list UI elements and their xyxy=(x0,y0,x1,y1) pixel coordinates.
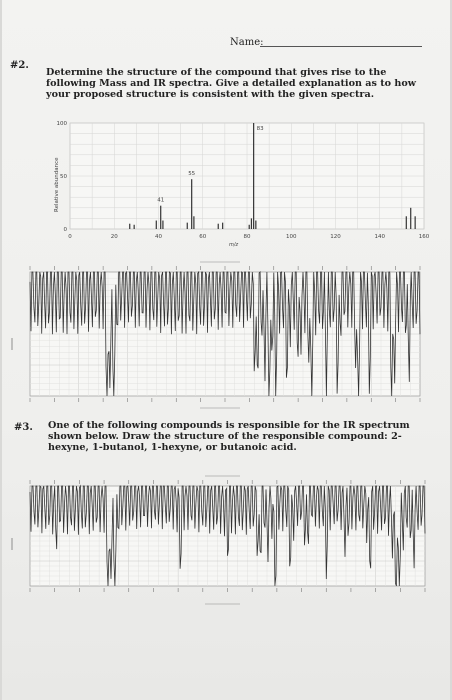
question-2-number: #2. xyxy=(10,60,29,71)
ir-spectrum-2-top-scale xyxy=(30,480,425,484)
question-3-text: One of the following compounds is responsible for the IR spectrum shown below. Draw the structure of the responsible compound: 2-hexyne, 1-butanol, 1-hexyne, or butanoic acid. xyxy=(48,420,410,453)
ms-x-tick-label: 80 xyxy=(243,234,251,240)
ms-x-tick-label: 160 xyxy=(418,234,430,240)
ms-x-tick-label: 100 xyxy=(286,234,297,240)
ms-x-tick-label: 40 xyxy=(155,234,162,240)
ir-spectrum-2 xyxy=(12,476,425,604)
ir-spectrum-2-bottom-scale xyxy=(30,588,425,592)
name-label: Name: xyxy=(230,37,264,48)
mass-spectrum-y-label: Relative abundance xyxy=(54,157,60,212)
ms-y-tick-label: 50 xyxy=(60,174,67,180)
mass-spectrum-x-ticks xyxy=(68,234,429,240)
ms-y-tick-label: 100 xyxy=(56,121,67,127)
question-2-text: Determine the structure of the compound that gives rise to the following Mass and IR spectra. Give a detailed explanation as to how your proposed structure is consistent with the given spectra. xyxy=(46,67,417,100)
ms-x-tick-label: 20 xyxy=(110,234,118,240)
ms-peak-label: 83 xyxy=(256,126,264,132)
ir-spectrum-1-bottom-scale xyxy=(30,398,420,402)
ms-peak-label: 41 xyxy=(157,197,165,204)
ir-spectrum-1 xyxy=(12,262,420,408)
mass-spectrum xyxy=(54,121,430,248)
ms-x-tick-label: 140 xyxy=(374,234,385,240)
ir-spectrum-1-top-scale xyxy=(30,266,420,270)
mass-spectrum-x-label: m/z xyxy=(229,242,239,248)
ms-x-tick-label: 0 xyxy=(68,234,72,240)
ms-x-tick-label: 120 xyxy=(330,234,341,240)
ms-peak-label: 55 xyxy=(188,171,196,178)
ms-y-tick-label: 0 xyxy=(63,227,67,233)
ms-x-tick-label: 60 xyxy=(199,234,207,240)
question-3-number: #3. xyxy=(14,422,33,433)
